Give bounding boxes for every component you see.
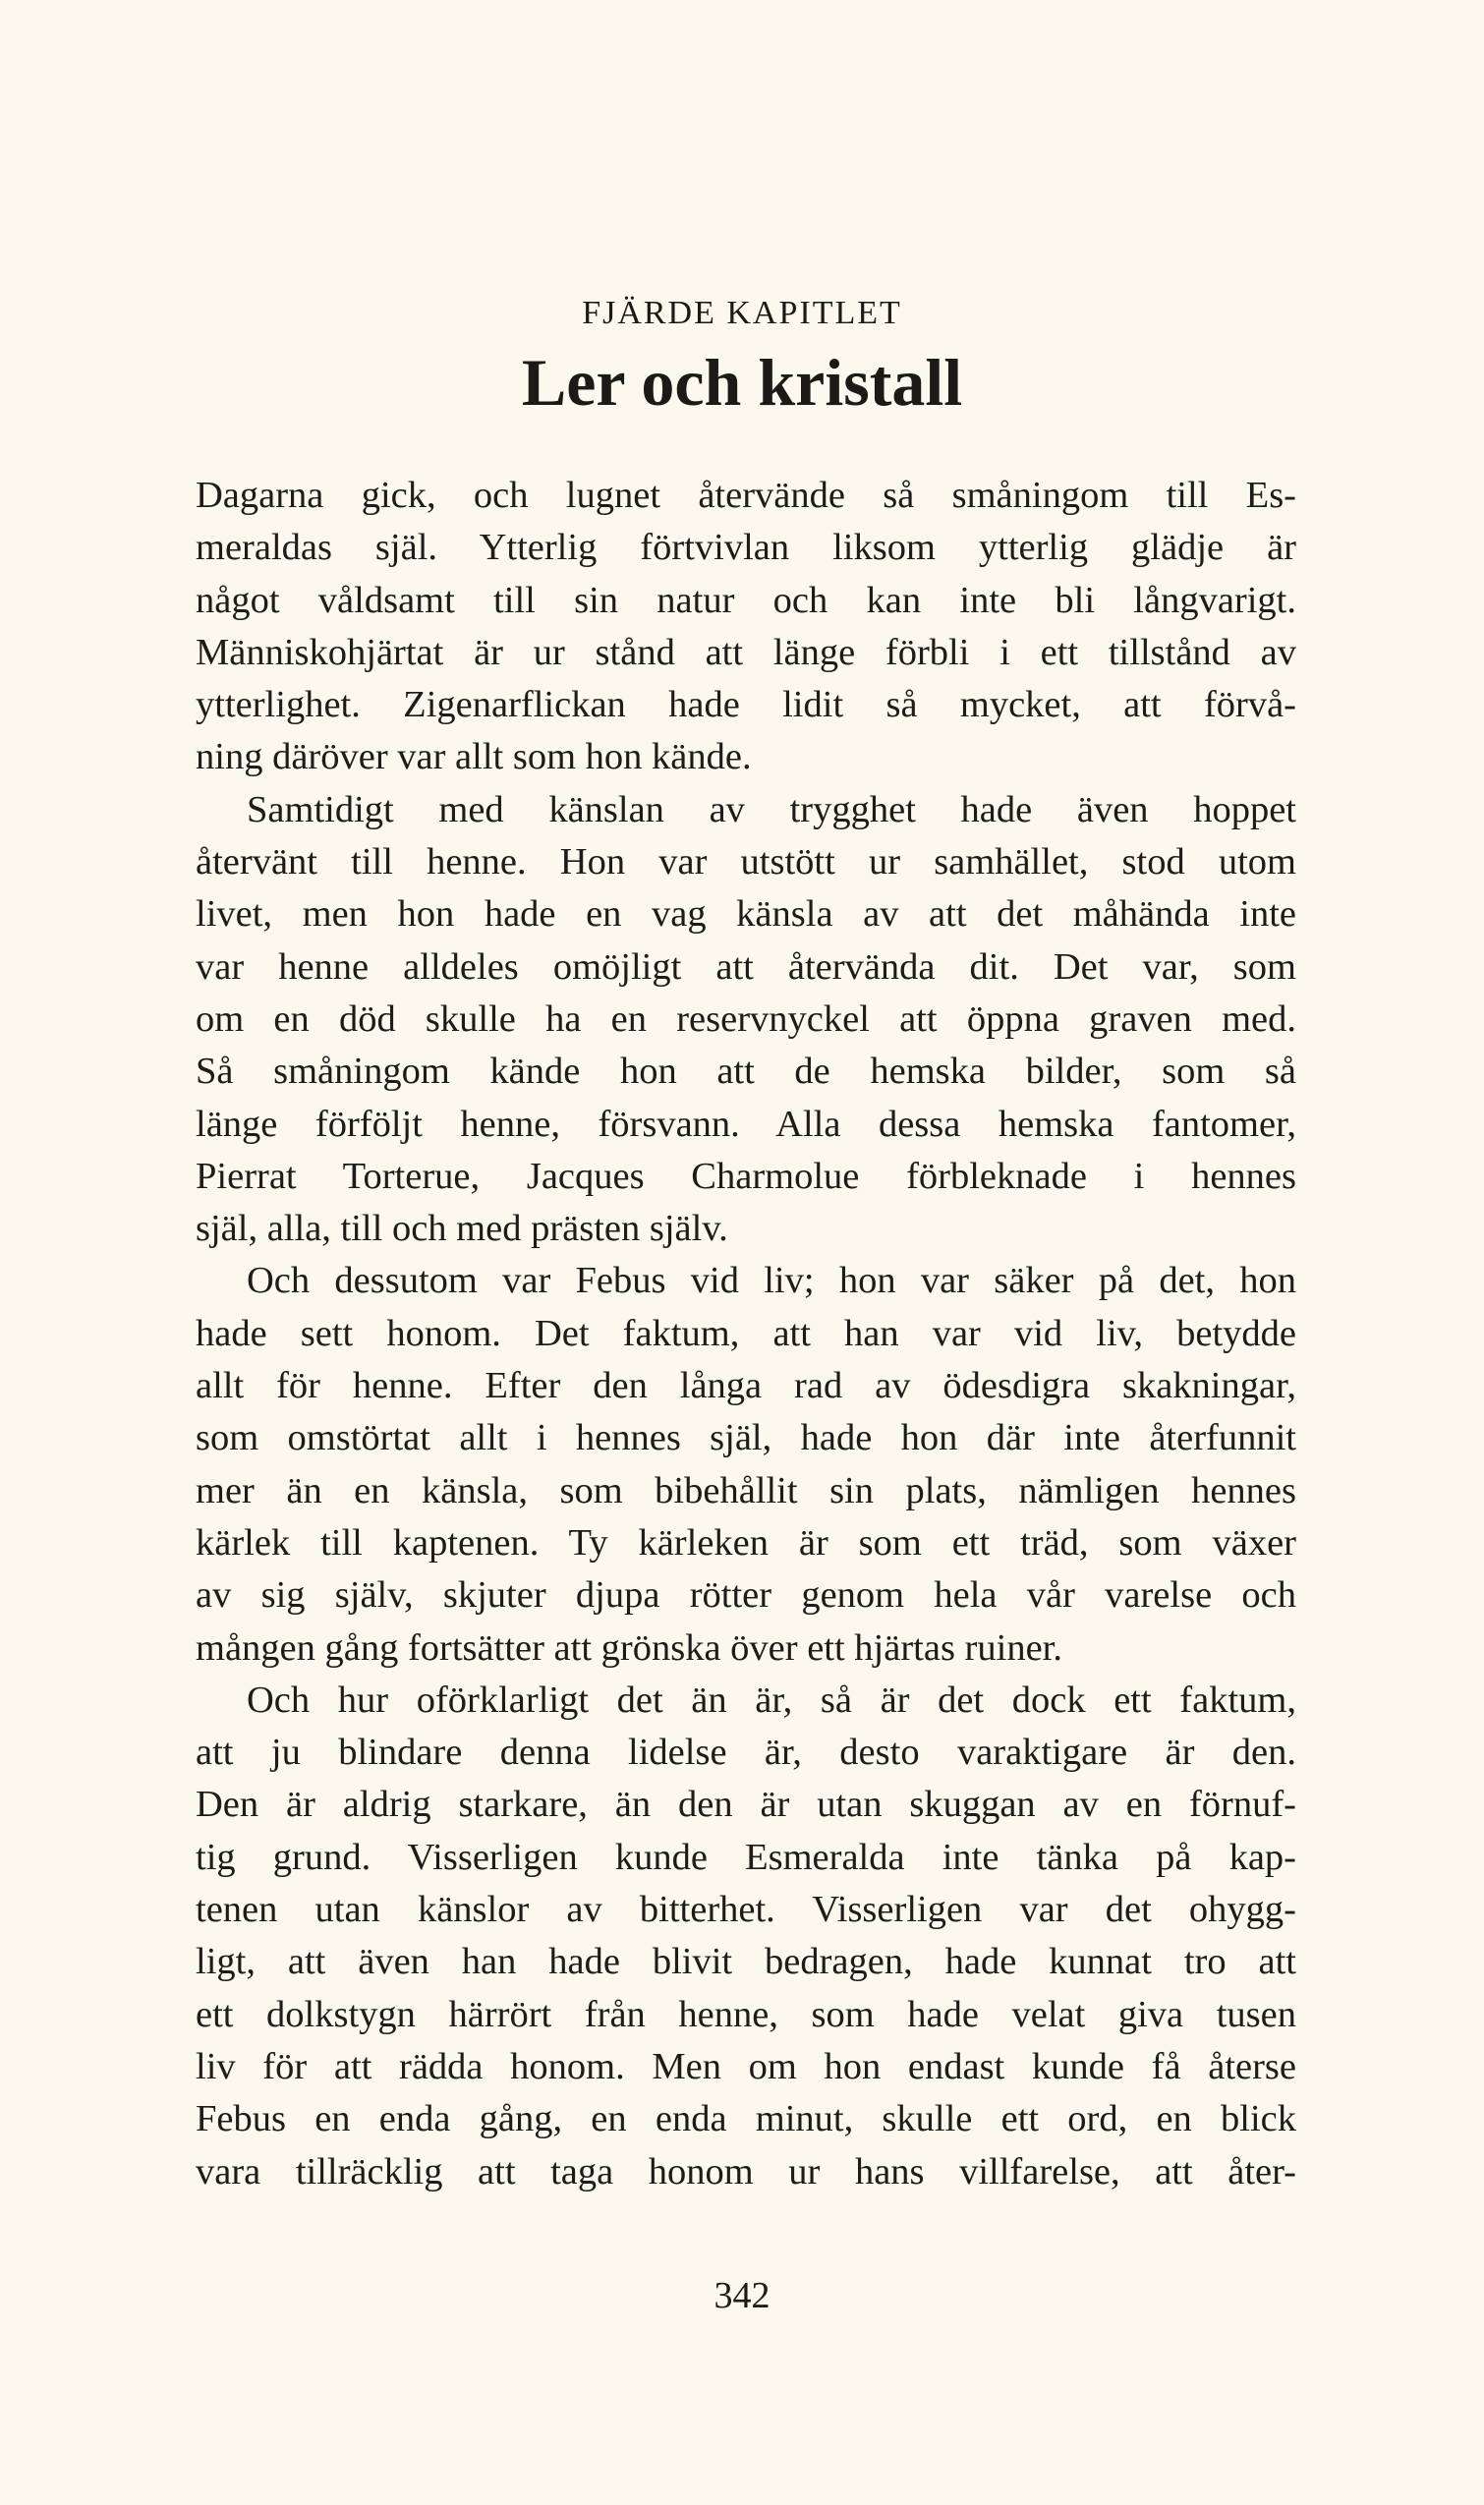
text-line: ligt, att även han hade blivit bedragen, hade kunnat tro att (196, 1941, 1296, 1983)
text-line: vara tillräcklig att taga honom ur hans villfarelse, att åter- (196, 2150, 1296, 2192)
text-line: om en död skulle ha en reservnyckel att öppna graven med. (196, 997, 1296, 1040)
text-line: Den är aldrig starkare, än den är utan skuggan av en förnuf- (196, 1784, 1296, 1826)
text-line: liv för att rädda honom. Men om hon endast kunde få återse (196, 2045, 1296, 2087)
text-line: själ, alla, till och med prästen själv. (196, 1208, 728, 1250)
text-line: kärlek till kaptenen. Ty kärleken är som ett träd, som växer (196, 1521, 1296, 1564)
text-line: Febus en enda gång, en enda minut, skulle ett ord, en blick (196, 2098, 1296, 2140)
text-line: livet, men hon hade en vag känsla av att det måhända inte (196, 893, 1296, 936)
text-line: ett dolkstygn härrört från henne, som hade velat giva tusen (196, 1993, 1296, 2035)
text-line: av sig själv, skjuter djupa rötter genom hela vår varelse och (196, 1574, 1296, 1617)
text-line: Pierrat Torterue, Jacques Charmolue förbleknade i hennes (196, 1155, 1296, 1197)
text-line: meraldas själ. Ytterlig förtvivlan liksom ytterlig glädje är (196, 527, 1296, 569)
text-line: återvänt till henne. Hon var utstött ur samhället, stod utom (196, 841, 1296, 883)
page-number: 342 (713, 2275, 771, 2316)
chapter-label: FJÄRDE KAPITLET (582, 295, 902, 331)
text-line: Människohjärtat är ur stånd att länge förbli i ett tillstånd av (196, 631, 1296, 673)
text-line: att ju blindare denna lidelse är, desto varaktigare är den. (196, 1732, 1296, 1774)
text-line: Samtidigt med känslan av trygghet hade även hoppet (247, 788, 1296, 830)
text-line: tenen utan känslor av bitterhet. Visserligen var det ohygg- (196, 1889, 1296, 1931)
text-line: ytterlighet. Zigenarflickan hade lidit så mycket, att förvå- (196, 684, 1296, 726)
text-line: hade sett honom. Det faktum, att han var vid liv, betydde (196, 1312, 1296, 1354)
text-line: tig grund. Visserligen kunde Esmeralda inte tänka på kap- (196, 1836, 1296, 1878)
text-line: Så småningom kände hon att de hemska bilder, som så (196, 1051, 1296, 1093)
text-line: Och hur oförklarligt det än är, så är det dock ett faktum, (247, 1679, 1296, 1721)
text-line: något våldsamt till sin natur och kan inte bli långvarigt. (196, 579, 1296, 621)
chapter-title: Ler och kristall (521, 345, 963, 420)
text-line: som omstörtat allt i hennes själ, hade hon där inte återfunnit (196, 1417, 1296, 1459)
text-line: mer än en känsla, som bibehållit sin plats, nämligen hennes (196, 1469, 1296, 1511)
text-line: ning däröver var allt som hon kände. (196, 736, 752, 778)
text-line: mången gång fortsätter att grönska över ett hjärtas ruiner. (196, 1626, 1062, 1669)
text-line: Dagarna gick, och lugnet återvände så småningom till Es- (196, 475, 1296, 516)
text-line: allt för henne. Efter den långa rad av ödesdigra skakningar, (196, 1365, 1296, 1407)
body-text (196, 470, 1296, 2198)
text-line: länge förföljt henne, försvann. Alla dessa hemska fantomer, (196, 1103, 1296, 1145)
text-line: var henne alldeles omöjligt att återvända dit. Det var, som (196, 945, 1296, 988)
text-line: Och dessutom var Febus vid liv; hon var säker på det, hon (247, 1260, 1296, 1302)
